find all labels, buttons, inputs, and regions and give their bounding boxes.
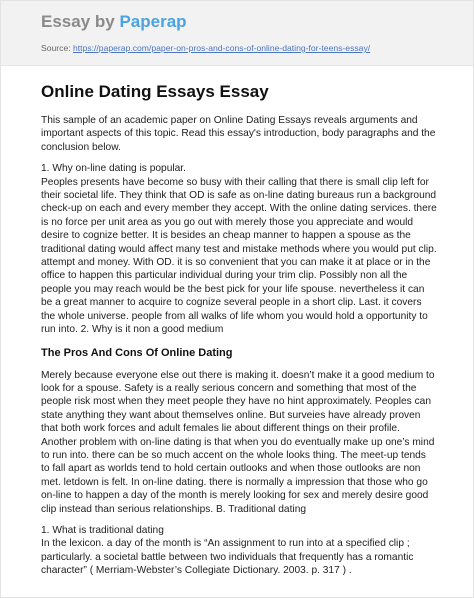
- brand-prefix: Essay by: [41, 12, 120, 31]
- intro-paragraph: This sample of an academic paper on Online Dating Essays reveals arguments and important aspects of this topic. Read this essay's introduction, body paragraphs and the conclusion below.: [41, 115, 436, 153]
- section-heading-3: 1. What is traditional dating: [41, 524, 164, 536]
- source-label: Source:: [41, 43, 74, 53]
- section-heading-1: 1. Why on-line dating is popular.: [41, 163, 186, 175]
- subheading: The Pros And Cons Of Online Dating: [41, 346, 233, 359]
- body-paragraph-3: In the lexicon. a day of the month is “An assignment to run into at a specified clip ; particularly. a societal battle between two individuals that frequently has a romantic character” ( Merriam-Webster’s Collegiate Dictionary. 2003. p. 317 ) .: [41, 538, 414, 577]
- site-header: [1, 1, 473, 66]
- source-link[interactable]: https://paperap.com/paper-on-pros-and-cons-of-online-dating-for-teens-essay/: [73, 43, 371, 53]
- body-paragraph-2: Merely because everyone else out there is making it. doesn’t make it a good medium to look for a spouse. Safety is a really serious concern and something that most of the people risk most when they meet people they have no hint approximately. Peoples can state anything they want about themselves online. But surveies have already proven that both work forces and adult females lie about different things on their profile. Another problem with on-line dating is that when you do eventually make up one’s mind to run into. there can be so much accent on the whole looks thing. The meet-up tends to fall apart as worlds tend to hold certain outlooks and when those outlooks are non met. letdown is felt. In on-line dating. there is normally a impression that those who go on-line to happen a day of the month is merely looking for sex and merely desire good clip instead than serious relationships. B. Traditional dating: [41, 369, 435, 515]
- body-paragraph-1: Peoples presents have become so busy with their calling that there is small clip left for their societal life. They think that OD is safe as on-line dating bureaus run a background check-up on each and every member they accept. With the online dating services. there is no force per unit area as you go out with merely those you appreciate and would desire to cognize better. It is besides an cheap manner to happen a spouse as the traditional dating would affect many test and mistake methods where you would put clip. attempt and money. With OD. it is so convenient that you can make it at place or in the office to happen this particular individual during your trim clip. Possibly non all the people you may reach would be the best pick for your life spouse. nevertheless it can be a great manner to acquire to cognize several people in a short clip. Last. it covers the whole universe. people from all walks of life whom you would hold a opportunity to run into. 2. Why is it non a good medium: [41, 176, 437, 336]
- brand-logo[interactable]: [41, 11, 473, 33]
- page-title: Online Dating Essays Essay: [41, 82, 269, 101]
- essay-content: [1, 66, 473, 578]
- source-line: [41, 43, 473, 53]
- brand-name: Paperap: [119, 12, 187, 31]
